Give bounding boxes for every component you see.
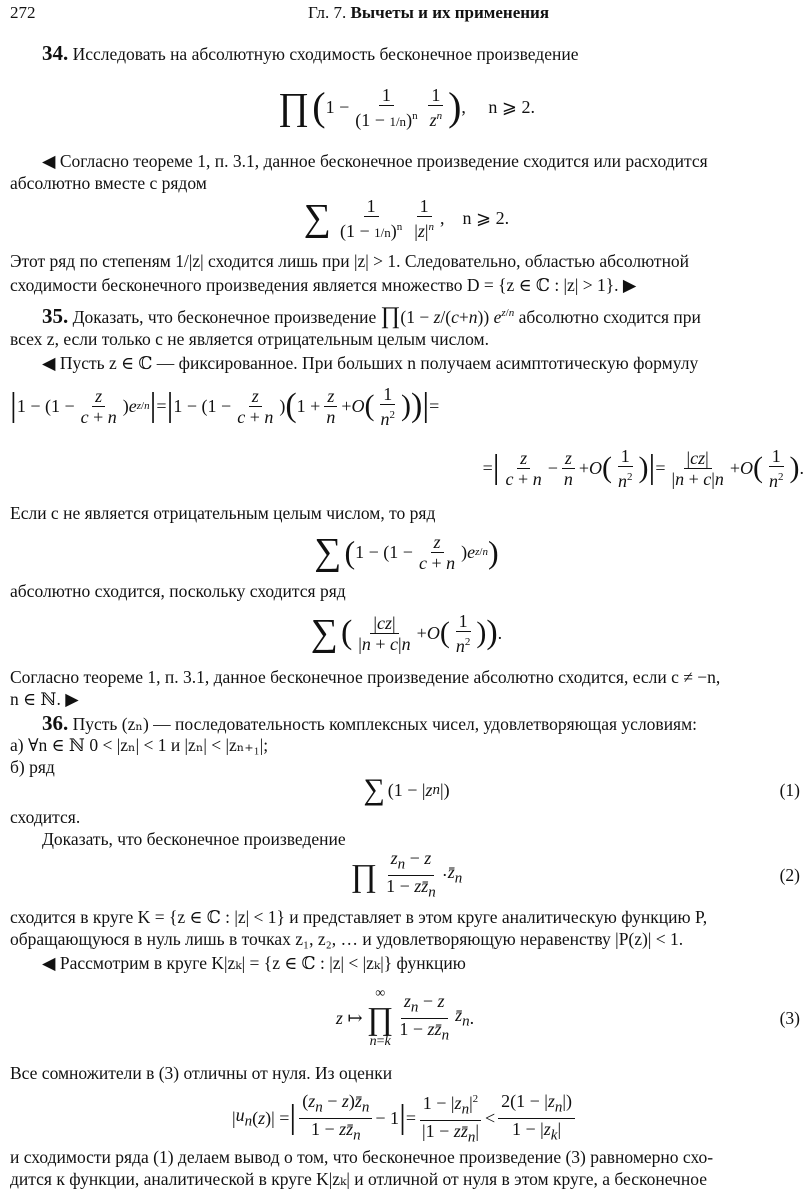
problem-36-statement [42, 712, 800, 735]
problem-35-text-a: Доказать, что бесконечное произведение [72, 306, 377, 327]
problem-35-statement-2: всех z, если только c не является отрицательным целым числом. [10, 329, 489, 349]
problem-36-converges: сходится. [10, 807, 81, 827]
problem-36-final-1: и сходимости ряда (1) делаем вывод о том, что бесконечное произведение (3) равномерно схо- [10, 1147, 714, 1167]
problem-35-if-text: Если c не является отрицательным целым числом, то ряд [10, 503, 436, 523]
equation-label-1: (1) [779, 780, 800, 800]
formula-asymptotic-2: = | $\frac{z}{c + n}$ − $\frac{z}{n}$ + O ( $\frac{1}{n^2}$ ) | = $\frac{|cz|}{|n + c|n}$ + O ( $\frac{1}{n^2}$ ) . [482, 445, 804, 491]
problem-35-conclusion-1: Согласно теореме 1, п. 3.1, данное бесконечное произведение абсолютно сходится, если c ≠ −n, [10, 667, 721, 687]
problem-36-prove: Доказать, что бесконечное произведение [42, 829, 346, 849]
problem-36-text: Пусть (zₙ) — последовательность комплексных чисел, удовлетворяющая условиям: [72, 714, 698, 734]
formula-eq-1: ∑ (1 − | z n |) (1) [363, 773, 800, 806]
formula-eq-2: ∏ $\frac{z_n - z}{1 - zz̄_n}$ · $z̄_n$ (2) [350, 847, 800, 901]
problem-36-condition-a: а) ∀n ∈ ℕ 0 < |zₙ| < 1 и |zₙ| < |zₙ₊₁|; [10, 735, 269, 755]
formula-eq-3: z ↦ ∞ ∏ n=k $\frac{z_n - z}{1 - zz̄_n}$ $z̄_n$ . (3) [335, 986, 800, 1049]
problem-36-final-2: дится к функции, аналитической в круге K|zₖ| и отличной от нуля в этом круге, а бесконечное [10, 1169, 707, 1189]
problem-36-condition-b: б) ряд [10, 757, 55, 777]
problem-34-number: 34. [42, 41, 69, 65]
problem-35-abs-text: абсолютно сходится, поскольку сходится ряд [10, 581, 346, 601]
problem-34-solution-1: ◀ Согласно теореме 1, п. 3.1, данное бесконечное произведение сходится или расходится [42, 151, 708, 171]
formula-series-35a: ∑ ( 1 − (1 − $\frac{z}{c + n}$ ) e z/n ) [314, 531, 499, 573]
problem-36-claim-1: сходится в круге K = {z ∈ ℂ : |z| < 1} и представляет в этом круге аналитическую функцию P, [10, 907, 708, 927]
problem-36-number: 36. [42, 711, 69, 735]
problem-36-nonzero: Все сомножители в (3) отличны от нуля. Из оценки [10, 1063, 393, 1083]
formula-estimate: | $u_n$ ( z )| = | $\frac{(z_n - z)z̄_n}{1 - zz̄_n}$ − 1 | = $\frac{1 - |z_n|^2}{|1 - zz̄_n|}$ < $\frac{2(1 - |z_n|)}{1 - |z_k|}$ [0, 1086, 810, 1150]
formula-series-35b: ∑ ( $\frac{|cz|}{|n + c|n}$ + O ( $\frac{1}{n^2}$ ) ) . [310, 610, 503, 656]
problem-34-conclusion-1: Этот ряд по степеням 1/|z| сходится лишь при |z| > 1. Следовательно, областью абсолютной [10, 251, 690, 271]
product-condition: n ⩾ 2. [488, 97, 535, 117]
problem-34-text: Исследовать на абсолютную сходимость бесконечное произведение [72, 44, 579, 64]
problem-35-solution-1: ◀ Пусть z ∈ ℂ — фиксированное. При больших n получаем асимптотическую формулу [42, 353, 699, 373]
problem-35-statement: 35. Доказать, что бесконечное произведение ∏(1 − z/(c+n)) $e^{z/n}$ абсолютно сходится при [42, 302, 701, 329]
running-title [308, 2, 549, 24]
page-number: 272 [10, 3, 36, 22]
problem-34-conclusion-2: сходимости бесконечного произведения является множество D = {z ∈ ℂ : |z| > 1}. ▶ [10, 275, 637, 295]
problem-36-solution-1: ◀ Рассмотрим в круге K|zₖ| = {z ∈ ℂ : |z| < |zₖ|} функцию [42, 953, 466, 973]
problem-34-statement [42, 42, 800, 65]
formula-product-34: ∏ ( 1 − $\frac{1}{(1 - 1/n)^n}$ $\frac{1}{z^n}$ ) , n ⩾ 2. [278, 84, 535, 130]
problem-35-text-b: абсолютно сходится при [518, 306, 701, 327]
problem-35-number: 35. [42, 303, 69, 328]
equation-label-2: (2) [779, 865, 800, 885]
formula-asymptotic-1: | 1 − (1 − $\frac{z}{c + n}$ ) e z/n | = | 1 − (1 − $\frac{z}{c + n}$ ) ( 1 + $\frac{z}{n}$ + O ( $\frac{1}{n^2}$ ) ) | = [10, 383, 440, 429]
equation-label-3: (3) [779, 1008, 800, 1028]
chapter-prefix: Гл. 7. [308, 3, 347, 22]
formula-series-34: ∑ $\frac{1}{(1 - 1/n)^n}$ $\frac{1}{|z|^n}$ , n ⩾ 2. [303, 195, 510, 241]
problem-34-solution-2: абсолютно вместе с рядом [10, 173, 207, 193]
series-condition: n ⩾ 2. [462, 208, 510, 228]
problem-36-claim-2: обращающуюся в нуль лишь в точках z₁, z₂, … и удовлетворяющую неравенству |P(z)| < 1. [10, 929, 684, 949]
chapter-title: Вычеты и их применения [350, 3, 550, 22]
problem-35-conclusion-2: n ∈ ℕ. ▶ [10, 689, 79, 709]
